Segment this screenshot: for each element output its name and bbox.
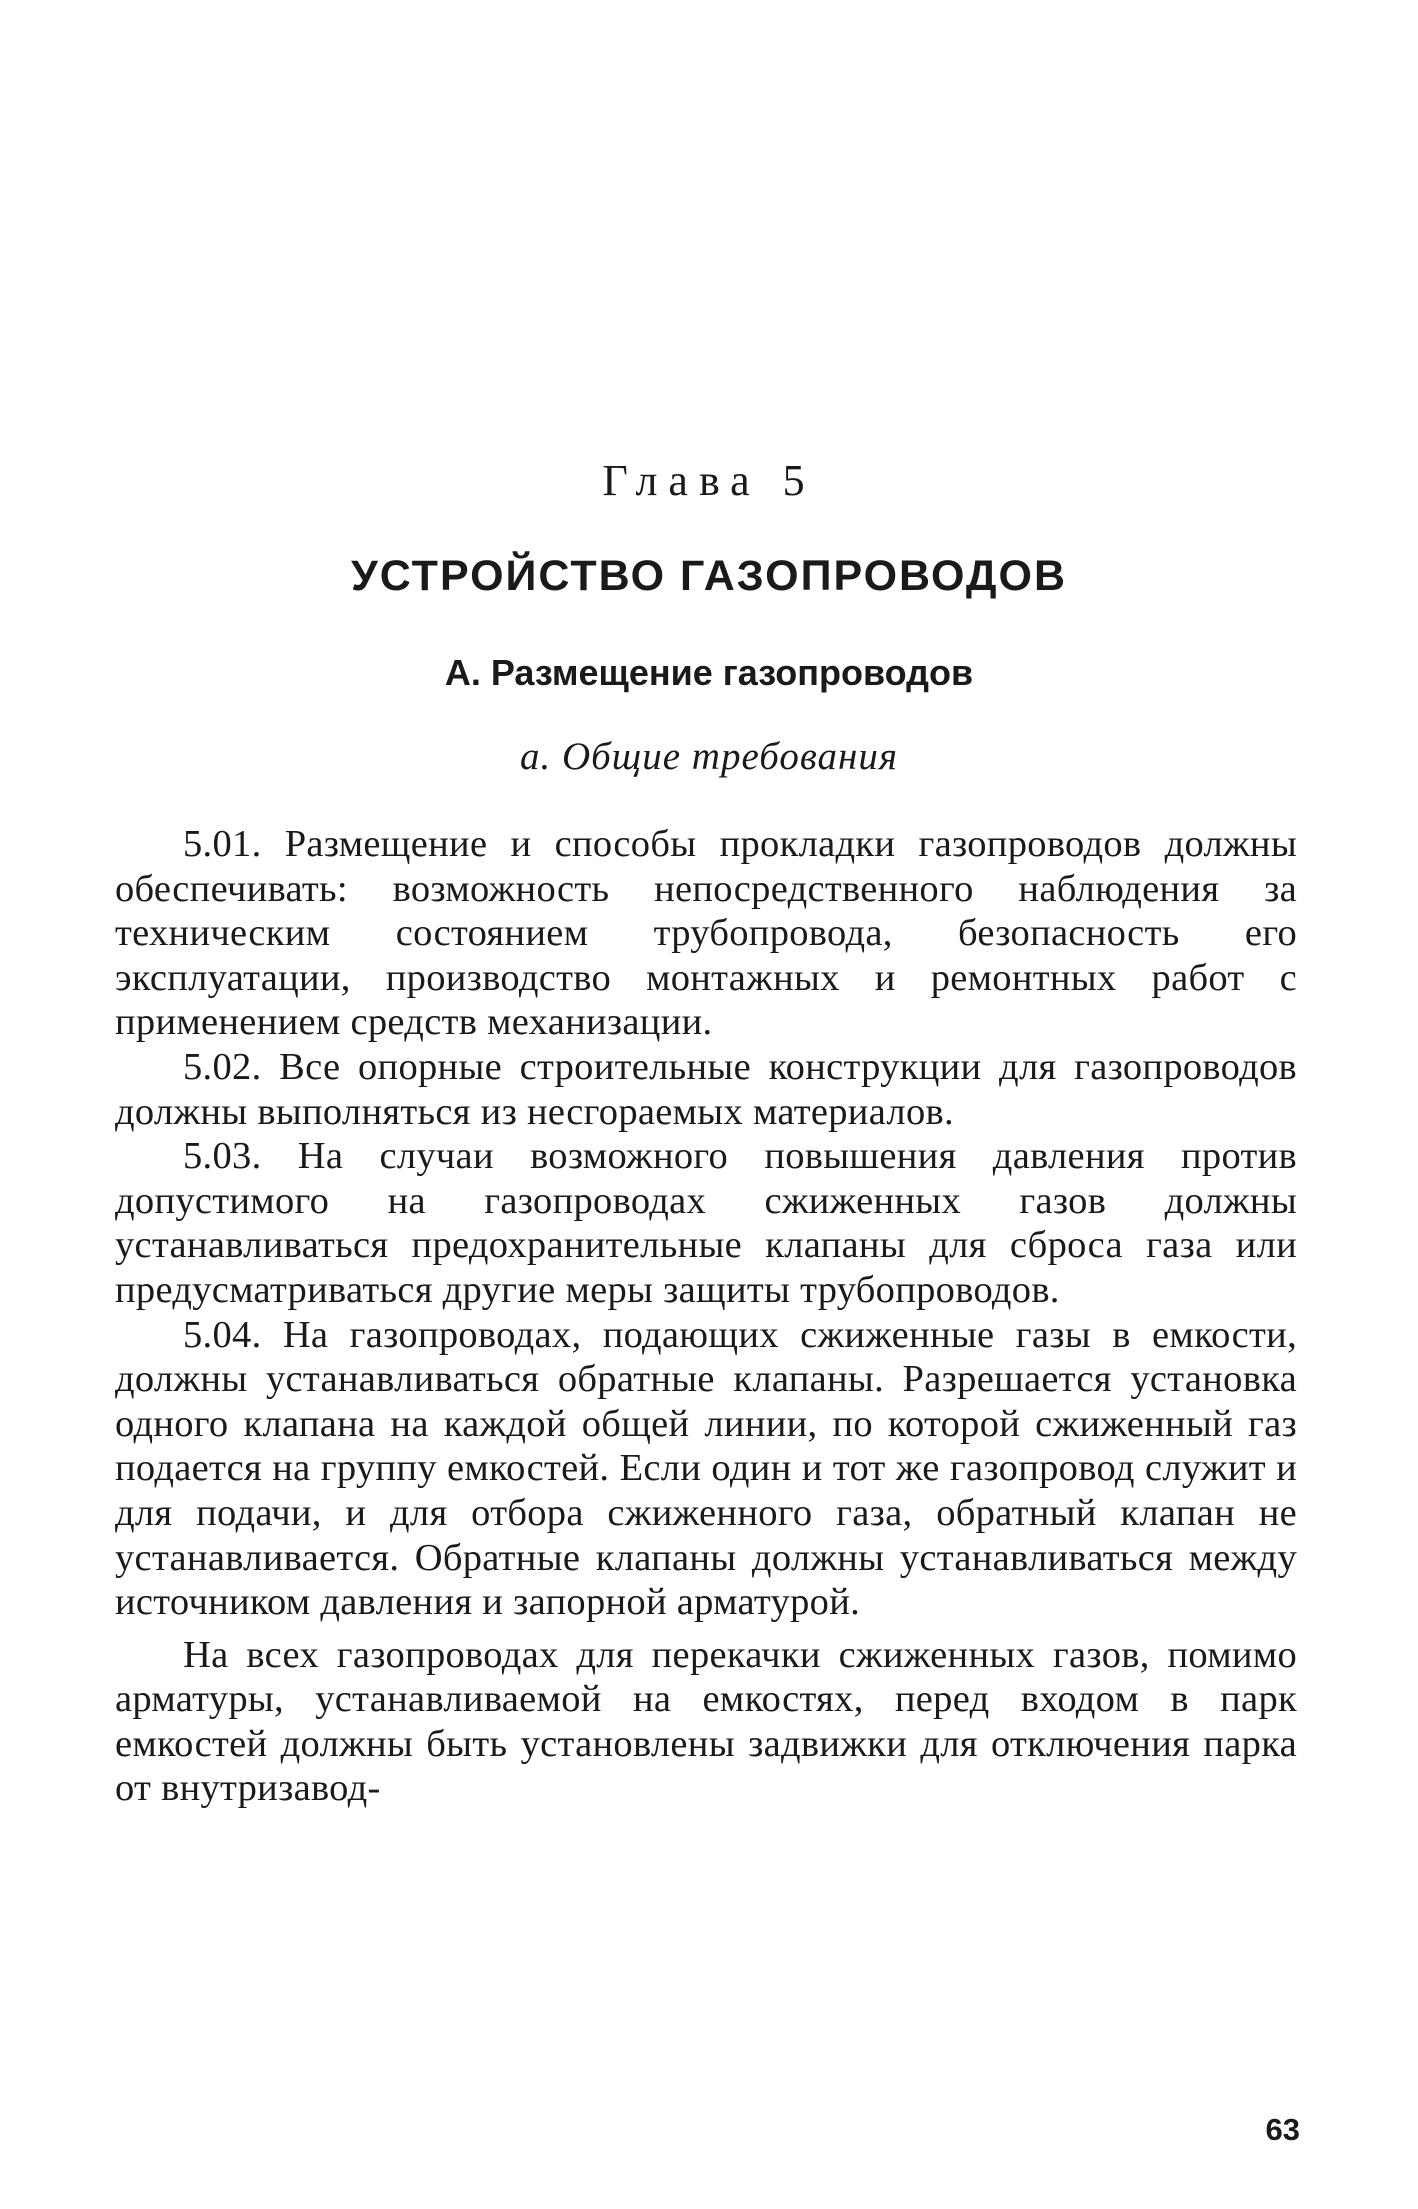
- body-text: [115, 822, 1297, 1811]
- paragraph-5-01: 5.01. Размещение и способы прокладки газопроводов должны обеспечивать: возможность непосредственного наблюдения за техническим состоянием трубопровода, безопасность его эксплуатации, производство монтажных и ремонтных работ с применением средств механизации.: [115, 823, 1297, 1044]
- paragraph-5-02: 5.02. Все опорные строительные конструкции для газопроводов должны выполняться из несгораемых материалов.: [115, 1045, 1297, 1133]
- paragraph-continuation: На всех газопроводах для перекачки сжиженных газов, помимо арматуры, устанавливаемой на емкостях, перед входом в парк емкостей должны быть установлены задвижки для отключения парка от внутризавод-: [115, 1633, 1297, 1810]
- paragraph-5-04: 5.04. На газопроводах, подающих сжиженные газы в емкости, должны устанавливаться обратные клапаны. Разрешается установка одного клапана на каждой общей линии, по которой сжиженный газ подается на группу емкостей. Если один и тот же газопровод служит и для подачи, и для отбора сжиженного газа, обратный клапан не устанавливается. Обратные клапаны должны устанавливаться между источником давления и запорной арматурой.: [115, 1313, 1297, 1624]
- subsection-title: а. Общие требования: [520, 735, 898, 778]
- paragraph-5-03: 5.03. На случаи возможного повышения давления против допустимого на газопроводах сжиженных газов должны устанавливаться предохранительные клапаны для сброса газа или предусматриваться другие меры защиты трубопроводов.: [115, 1135, 1297, 1311]
- chapter-title: УСТРОЙСТВО ГАЗОПРОВОДОВ: [350, 552, 1068, 600]
- section-title: А. Размещение газопроводов: [444, 652, 974, 693]
- chapter-label: Глава 5: [602, 456, 816, 505]
- page-number: 63: [1265, 2112, 1300, 2147]
